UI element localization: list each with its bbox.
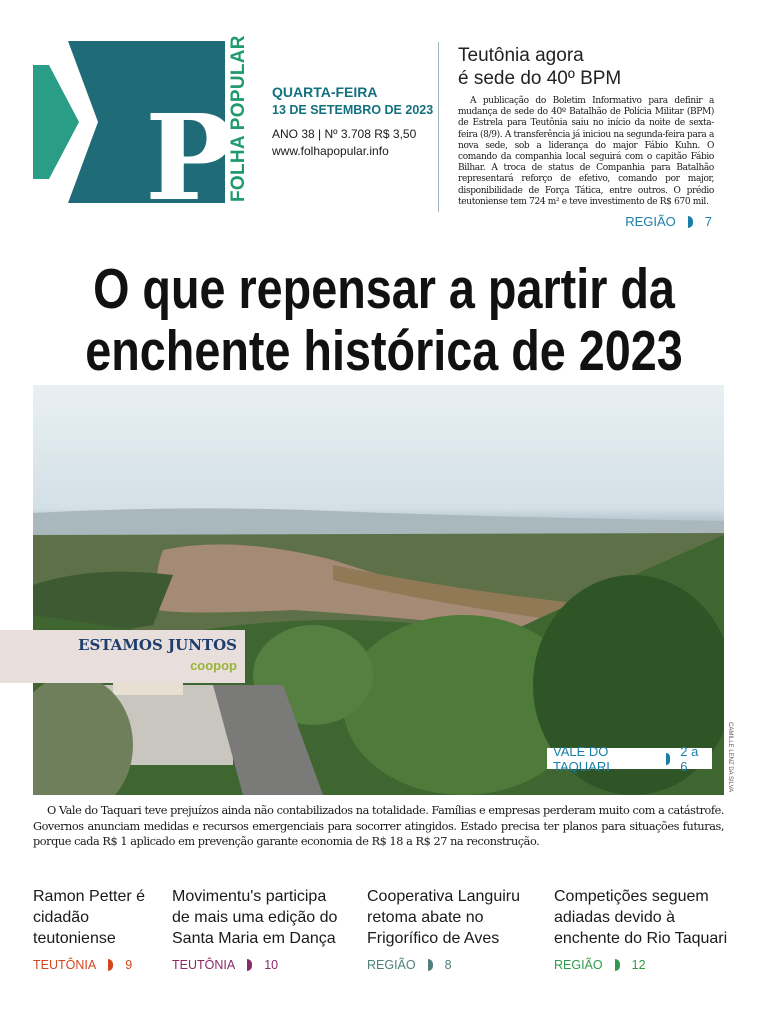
arrow-icon [615, 959, 620, 971]
divider [438, 42, 439, 212]
section-label: VALE DO TAQUARI [553, 743, 610, 774]
page-number: 7 [704, 214, 712, 230]
headline-line: enchente histórica de 2023 [85, 319, 683, 383]
arrow-icon [108, 959, 113, 971]
weekday: QUARTA-FEIRA [272, 84, 378, 100]
sponsor-logo: coopop [190, 658, 237, 673]
photo-credit: CAMILLE LENZ DA SILVA [727, 722, 733, 793]
side-story-page-ref[interactable] [458, 214, 714, 229]
story-title: Competições seguem adiadas devido à enchente do Rio Taquari [554, 888, 728, 947]
campaign-title: ESTAMOS JUNTOS [78, 636, 237, 654]
story-page-ref: TEUTÔNIA 10 [172, 958, 279, 972]
campaign-banner[interactable] [0, 630, 245, 683]
story-title: Cooperativa Languiru retoma abate no Frigorífico de Aves [367, 888, 520, 947]
brand-name: FOLHA POPULAR [228, 35, 249, 202]
story-title: Movimentu's participa de mais uma edição do Santa Maria em Dança [172, 888, 338, 947]
main-story-page-ref[interactable] [547, 743, 712, 774]
flood-photo [33, 385, 724, 795]
main-headline[interactable] [0, 258, 768, 382]
page-range: 2 a 6 [680, 743, 699, 774]
issue-date: 13 DE SETEMBRO DE 2023 [272, 103, 434, 117]
website-link[interactable]: www.folhapopular.info [272, 144, 389, 158]
story-page-ref: REGIÃO 8 [367, 958, 452, 972]
section-label: REGIÃO [625, 214, 676, 230]
folha-popular-logo[interactable] [33, 41, 253, 227]
side-story-title: Teutônia agora é sede do 40º BPM [458, 45, 622, 89]
logo-letter: P [145, 88, 234, 227]
story-title: Ramon Petter é cidadão teutoniense [33, 888, 146, 947]
story-teaser[interactable] [554, 886, 734, 972]
edition-number: ANO 38 | Nº 3.708 R$ 3,50 [272, 127, 417, 141]
story-page-ref: REGIÃO 12 [554, 958, 646, 972]
story-page-ref: TEUTÔNIA 9 [33, 958, 133, 972]
photo-caption: O Vale do Taquari teve prejuízos ainda não contabilizados na totalidade. Famílias e empresas perderam muito com a catástrofe. Governos anunciam medidas e recursos emergenciais para socorrer atingidos. Estado precisa ter planos para situações futuras, porque cada R$ 1 aplicado em prevenção garante economia de R$ 18 a R$ 27 na reconstrução. [33, 804, 724, 848]
arrow-icon [428, 959, 433, 971]
story-teaser[interactable] [367, 886, 537, 972]
story-teaser[interactable] [33, 886, 148, 972]
edition-info [272, 84, 433, 158]
arrow-icon [666, 753, 670, 765]
side-story-body: A publicação do Boletim Informativo para definir a mudança de sede do 40º Batalhão de Polícia Militar (BPM) de Estrela para Teutônia saiu no início da noite de sexta-feira (8/9). A transferência já iniciou na segunda-feira para a nova sede, sob a liderança do major Fábio Kuhn. O comando da companhia local seguirá com o capitão Fábio Bilhar. A troca de status de Companhia para Batalhão representará reforço de efetivo, comando por major, disponibilidade de Força Tática, entre outros. O prédio teutoniense tem 724 m² e teve investimento de R$ 670 mil. [458, 96, 714, 207]
headline-line: O que repensar a partir da [93, 257, 675, 321]
river-valley-image [33, 385, 724, 795]
side-story[interactable] [458, 44, 714, 229]
arrow-icon [247, 959, 252, 971]
story-teaser[interactable] [172, 886, 347, 972]
arrow-icon [688, 216, 693, 228]
